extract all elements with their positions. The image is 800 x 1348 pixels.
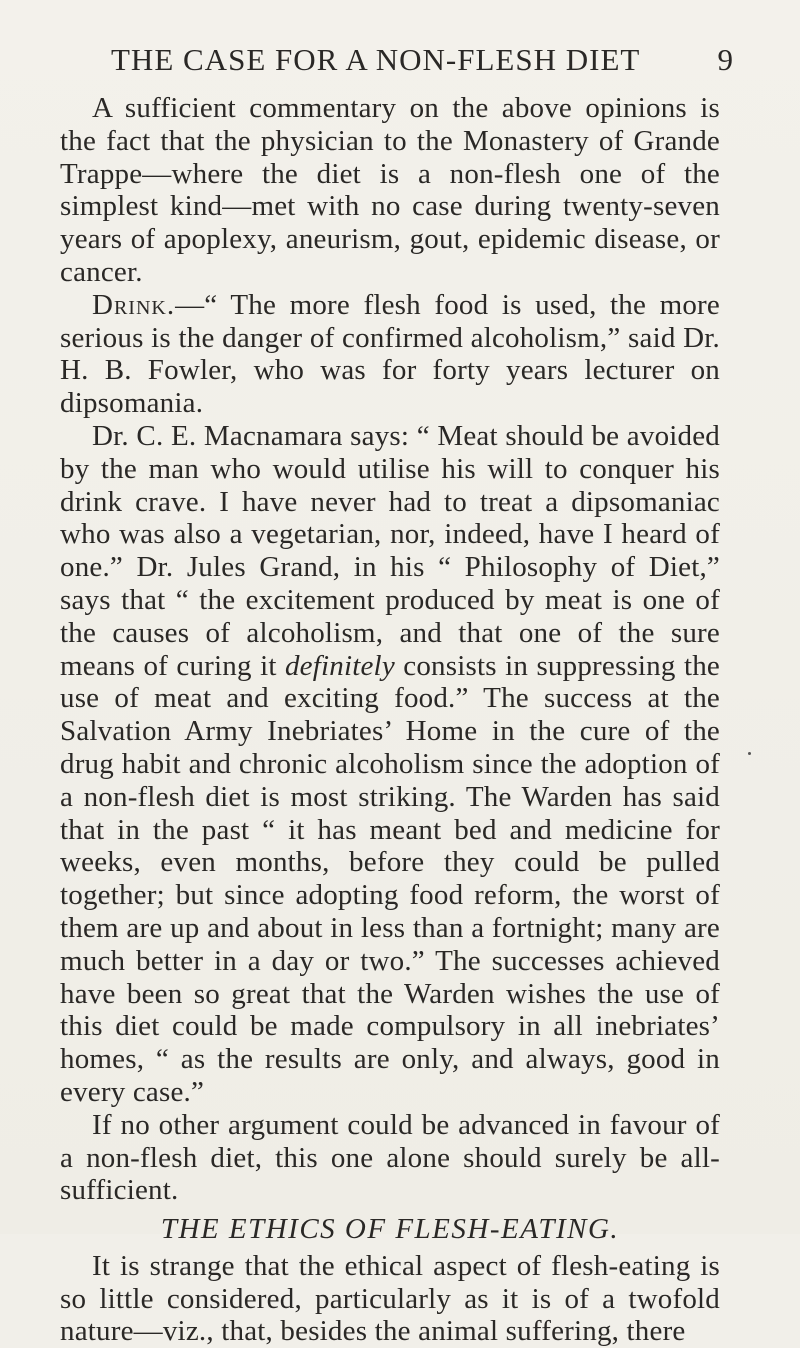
paragraph-ethics: It is strange that the ethical aspect of flesh-eating is so little considered, particularly as it is of a twofold nature—viz., that, besides the animal suffering, there <box>60 1249 720 1348</box>
paragraph-argument: If no other argument could be advanced in favour of a non-flesh diet, this one alone should surely be all-sufficient. <box>60 1108 720 1207</box>
drink-lead-word: Drink. <box>92 288 176 321</box>
macnamara-text-end: consists in suppressing the use of meat and exciting food.” The success at the Salvation Army Inebriates’ Home in the cure of the drug habit and chronic alcoholism since the adoption of a non-flesh diet is most striking. The Warden has said that in the past “ it has meant bed and medicine for weeks, even months, before they could be pulled together; but since adopting food reform, the worst of them are up and about in less than a fortnight; many are much better in a day or two.” The successes achieved have been so great that the Warden wishes the use of this diet could be made compulsory in all inebriates’ homes, “ as the results are only, and always, good in every case.” <box>60 649 720 1108</box>
paragraph-drink <box>60 289 720 420</box>
paragraph-macnamara <box>60 420 720 1109</box>
page-number: 9 <box>717 42 733 77</box>
margin-speck <box>748 752 751 755</box>
running-head <box>111 42 733 82</box>
emphasis-definitely: definitely <box>284 649 395 682</box>
section-heading: THE ETHICS OF FLESH-EATING. <box>160 1213 620 1246</box>
body-text <box>60 92 720 1348</box>
running-title: THE CASE FOR A NON-FLESH DIET <box>111 42 641 77</box>
drink-text: —“ The more flesh food is used, the more serious is the danger of confirmed alcoholism,” said Dr. H. B. Fowler, who was for forty years lecturer on dipsomania. <box>60 288 720 420</box>
macnamara-text-start: Dr. C. E. Macnamara says: “ Meat should be avoided by the man who would utilise his will to conquer his drink crave. I have never had to treat a dipsomaniac who was also a vegetarian, nor, indeed, have I heard of one.” Dr. Jules Grand, in his “ Philosophy of Diet,” says that “ the excitement produced by meat is one of the causes of alcoholism, and that one of the sure means of curing it <box>60 419 720 682</box>
paragraph-monastery: A sufficient commentary on the above opinions is the fact that the physician to the Monastery of Grande Trappe—where the diet is a non-flesh one of the simplest kind—met with no case during twenty-seven years of apoplexy, aneurism, gout, epidemic disease, or cancer. <box>60 92 720 288</box>
